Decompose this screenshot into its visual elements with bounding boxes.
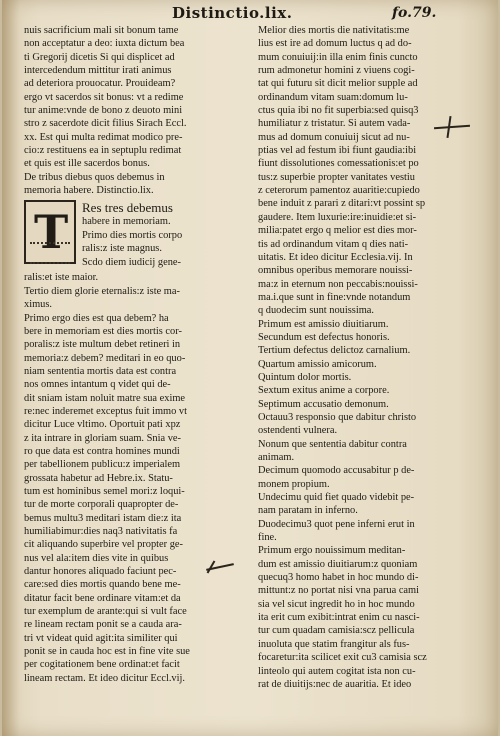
list-item: monem propium.: [258, 478, 330, 490]
text-line: nos omnes intantum q videt qui de-: [24, 379, 171, 391]
section-heading: De tribus diebus quos debemus in: [24, 171, 165, 183]
text-line: tur de morte corporali quapropter de-: [24, 499, 179, 511]
text-line: ti Gregorij dicetis Si qui displicet ad: [24, 51, 175, 63]
dropcap-text: [82, 200, 227, 268]
text-line: Tertio diem glorie eternalis:z iste ma-: [24, 285, 180, 297]
text-line: tri vt videat quid agit:ita similiter qui: [24, 632, 178, 644]
text-line: tur cum quadam camisia:scz pellicula: [258, 625, 415, 637]
text-line: cit aliquando superbire vel propter ge-: [24, 539, 183, 551]
text-line: bere in memoriam est dies mortis cor-: [24, 325, 182, 337]
text-line: tat qui futuru sit dicit melior supple ad: [258, 78, 418, 90]
text-line: ma:z in eternum non peccabis:nouissi-: [258, 278, 418, 290]
text-line: omnibus operibus memorare nouissi-: [258, 265, 413, 277]
text-line: ponit se in cauda hoc est in fine vite sue: [24, 646, 190, 658]
text-line: ro que data est contra homines mundi: [24, 445, 180, 457]
list-item: fine.: [258, 532, 277, 544]
text-line: focaretur:ita scilicet exit cu3 camisia scz: [258, 652, 427, 664]
text-line: bemus multu3 meditari istam die:z ita: [24, 512, 182, 524]
text-line: z ita intrare in gloriam suam. Snia ve-: [24, 432, 181, 444]
text-line: Res tres debemus: [82, 200, 173, 216]
text-line: ximus.: [24, 299, 53, 311]
text-line: dit sniam istam noluit matre sua exime: [24, 392, 186, 404]
vine-ornament-icon: [30, 242, 70, 264]
text-line: cio:z restituens ea in septuplu redimat: [24, 145, 182, 157]
text-line: ordinandum vitam suam:domum lu-: [258, 91, 408, 103]
list-item: Secundum est defectus honoris.: [258, 331, 390, 343]
text-line: linteolo qui autem cogitat ista non cu-: [258, 665, 416, 677]
text-line: stro z sacerdote dicit filius Sirach Eccl.: [24, 118, 187, 130]
text-line: gaudere. Item luxurie:ire:inuidie:et si-: [258, 211, 417, 223]
list-item: Quintum dolor mortis.: [258, 371, 352, 383]
decorated-initial: [24, 200, 76, 264]
text-line: Scdo diem iudicij gene-: [82, 256, 181, 268]
text-line: ptias vel ad festum ibi fiunt gaudia:ibi: [258, 145, 417, 157]
text-line: tur anime:vnde de bono z deuoto mini: [24, 105, 183, 117]
text-line: tur exemplum de arante:qui si vult face: [24, 606, 187, 618]
text-line: per cogitationem bene ordinat:et facit: [24, 659, 180, 671]
text-line: lius est ire ad domum luctus q ad do-: [258, 38, 412, 50]
text-line: per tabellionem publicu:z imperialem: [24, 459, 181, 471]
margin-cross-mark-icon: [434, 118, 470, 136]
list-item: Septimum accusatio demonum.: [258, 398, 389, 410]
text-line: bene induit z parari z ditari:vt possint sp: [258, 198, 426, 210]
text-line: sia vel sicut ingredit ho in hoc mundo: [258, 598, 415, 610]
text-line: uitatis. Et ideo dicitur Ecclesia.vij. In: [258, 251, 413, 263]
text-line: poralis:z iste multum debet retineri in: [24, 339, 181, 351]
list-item: Decimum quomodo accusabitur p de-: [258, 465, 415, 477]
text-line: dum est amissio diuitiarum:z quoniam: [258, 558, 418, 570]
text-line: ctus quia ibi no fit superbia:sed quisq3: [258, 105, 419, 117]
book-page: [2, 0, 498, 736]
list-item: Nonum que sententia dabitur contra: [258, 438, 407, 450]
text-line: dantur honores aliquado faciunt pec-: [24, 566, 177, 578]
manicule-icon: [204, 556, 238, 580]
text-line: mittunt:z no portat nisi vna parua cami: [258, 585, 420, 597]
text-line: ita erit cum exibit:intrat enim cu nasci-: [258, 612, 420, 624]
text-line: quecuq3 homo habet in hoc mundo di-: [258, 572, 419, 584]
page-header-title: Distinctio.lix.: [172, 4, 293, 22]
text-line: mum conuiuij:in illa enim finis cuncto: [258, 51, 418, 63]
list-item: Octauu3 responsio que dabitur christo: [258, 411, 417, 423]
text-line: lineam rectam. Et ideo dicitur Eccl.vij.: [24, 672, 185, 684]
text-line: q duodecim sunt nouissima.: [258, 305, 375, 317]
text-line: tus:z superbie propter vanitates vestiu: [258, 171, 415, 183]
text-line: ma.i.que sunt in fine:vnde notandum: [258, 291, 411, 303]
text-line: et quis est ille sacerdos bonus.: [24, 158, 150, 170]
text-line: ergo vt sacerdos sit bonus: vt a redime: [24, 91, 184, 103]
text-line: non acceptatur a deo: iuxta dictum bea: [24, 38, 185, 50]
text-line: memoria:z debem? meditari in eo quo-: [24, 352, 186, 364]
list-item: Tertium defectus delictoz carnalium.: [258, 345, 411, 357]
text-line: tis ad ordinandum vitam q dies nati-: [258, 238, 409, 250]
text-line: care:sed dies mortis quando bene me-: [24, 579, 181, 591]
text-line: re:nec inderemet exceptus fuit immo vt: [24, 405, 188, 417]
list-item: Duodecimu3 quot pene inferni erut in: [258, 518, 415, 530]
text-line: re lineam rectam ponit se a cauda ara-: [24, 619, 182, 631]
text-line: mus ad domum conuiuij sicut ad nu-: [258, 131, 410, 143]
page-edge-stain: [2, 0, 20, 736]
left-column: [24, 24, 224, 685]
list-item: nam paratam in inferno.: [258, 505, 358, 517]
text-line: nuis sacrificium mali sit bonum tame: [24, 25, 179, 36]
list-item: Primum est amissio diuitiarum.: [258, 318, 389, 330]
text-line: rat de diuitijs:nec de auaritia. Et ideo: [258, 678, 412, 690]
text-line: intercedendum mittitur irati animus: [24, 65, 172, 77]
list-item: ostendenti vulnera.: [258, 425, 338, 437]
text-line: fiunt dissolutiones comessationis:et po: [258, 158, 419, 170]
text-line: Primum ergo nouissimum meditan-: [258, 545, 406, 557]
text-line: z ceterorum pamentoz auaritie:cupiedo: [258, 185, 420, 197]
text-line: nus vel ala:item dies vite in quibus: [24, 552, 169, 564]
text-line: ralis:z iste magnus.: [82, 243, 162, 255]
text-line: rum admonetur homini z viuens cogi-: [258, 65, 415, 77]
text-line: humiliatur z tristatur. Si autem vada-: [258, 118, 411, 130]
section-heading: memoria habere. Distinctio.lix.: [24, 185, 154, 197]
text-line: habere in memoriam.: [82, 216, 171, 228]
text-line: grossata habetur ad Hebre.ix. Statu-: [24, 472, 173, 484]
text-line: niam sententia mortis data est contra: [24, 365, 177, 377]
text-line: xx. Est qui multa redimat modico pre-: [24, 131, 183, 143]
list-item: Quartum amissio amicorum.: [258, 358, 377, 370]
text-line: dicitur Luce vltimo. Oportuit pati xpz: [24, 419, 181, 431]
text-line: Primo dies mortis corpo: [82, 229, 183, 241]
text-line: ralis:et iste maior.: [24, 272, 99, 284]
text-line: ditatur facit bene ordinare vitam:et da: [24, 592, 181, 604]
text-line: milia:patet ergo q melior est dies mor-: [258, 225, 417, 237]
text-line: tum est hominibus semel mori:z loqui-: [24, 485, 185, 497]
text-line: ad deteriora prouocatur. Prouideam?: [24, 78, 176, 90]
text-line: Melior dies mortis die nativitatis:me: [258, 25, 410, 36]
list-item: animam.: [258, 452, 295, 463]
list-item: Sextum exitus anime a corpore.: [258, 385, 390, 397]
list-item: Undecimu quid fiet quado videbit pe-: [258, 492, 415, 504]
text-line: inuoluta que statim frangitur als fus-: [258, 638, 410, 650]
initial-letter: T: [34, 205, 69, 260]
text-line: humiliabimur:dies naq3 nativitatis fa: [24, 526, 178, 537]
folio-number: fo.79.: [392, 5, 437, 21]
text-line: Primo ergo dies est qua debem? ha: [24, 312, 169, 324]
dropcap-block: [24, 200, 224, 271]
